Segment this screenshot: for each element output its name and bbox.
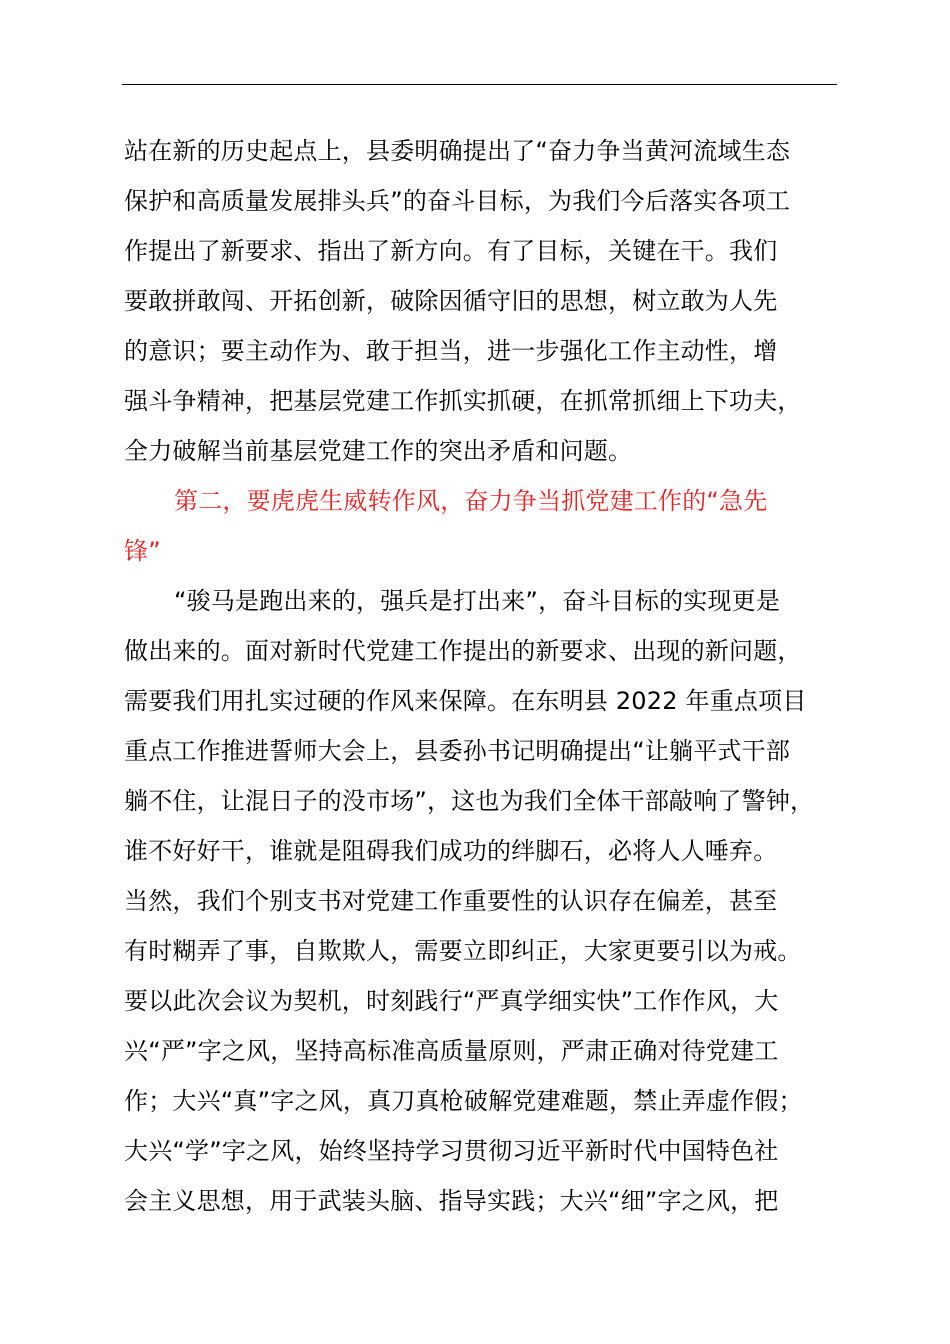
body-line: 谁不好好干，谁就是阻碍我们成功的绊脚石，必将人人唾弃。 <box>124 837 778 865</box>
body-line: 做出来的。面对新时代党建工作提出的新要求、出现的新问题， <box>124 637 802 665</box>
body-line: 保护和高质量发展排头兵”的奋斗目标，为我们今后落实各项工 <box>124 187 791 215</box>
body-line: 强斗争精神，把基层党建工作抓实抓硬，在抓常抓细上下功夫， <box>124 387 802 415</box>
body-line: 会主义思想，用于武装头脑、指导实践；大兴“细”字之风，把 <box>124 1187 779 1215</box>
body-line: 大兴“学”字之风，始终坚持学习贯彻习近平新时代中国特色社 <box>124 1137 779 1165</box>
body-line: 全力破解当前基层党建工作的突出矛盾和问题。 <box>124 437 633 465</box>
document-body <box>124 126 860 1226</box>
body-line: 有时糊弄了事，自欺欺人，需要立即纠正，大家更要引以为戒。 <box>124 937 802 965</box>
section-heading-continued: 锋” <box>124 537 161 565</box>
body-line: 要敢拼敢闯、开拓创新，破除因循守旧的思想，树立敢为人先 <box>124 287 778 315</box>
body-line: 作提出了新要求、指出了新方向。有了目标，关键在干。我们 <box>124 237 778 265</box>
body-line: “骏马是跑出来的，强兵是打出来”，奋斗目标的实现更是 <box>174 587 781 615</box>
body-line: 躺不住，让混日子的没市场”，这也为我们全体干部敲响了警钟， <box>124 787 815 815</box>
body-line: 作；大兴“真”字之风，真刀真枪破解党建难题，禁止弄虚作假； <box>124 1087 803 1115</box>
body-line: 要以此次会议为契机，时刻践行“严真学细实快”工作作风，大 <box>124 987 779 1015</box>
body-line: 当然，我们个别支书对党建工作重要性的认识存在偏差，甚至 <box>124 887 778 915</box>
section-heading: 第二，要虎虎生威转作风，奋力争当抓党建工作的“急先 <box>174 487 768 515</box>
body-line: 重点工作推进誓师大会上，县委孙书记明确提出“让躺平式干部 <box>124 737 791 765</box>
body-line: 兴“严”字之风，坚持高标准高质量原则，严肃正确对待党建工 <box>124 1037 779 1065</box>
header-rule <box>122 84 837 85</box>
body-line: 站在新的历史起点上，县委明确提出了“奋力争当黄河流域生态 <box>124 137 791 165</box>
body-line: 需要我们用扎实过硬的作风来保障。在东明县 2022 年重点项目 <box>124 687 807 715</box>
body-line: 的意识；要主动作为、敢于担当，进一步强化工作主动性，增 <box>124 337 778 365</box>
